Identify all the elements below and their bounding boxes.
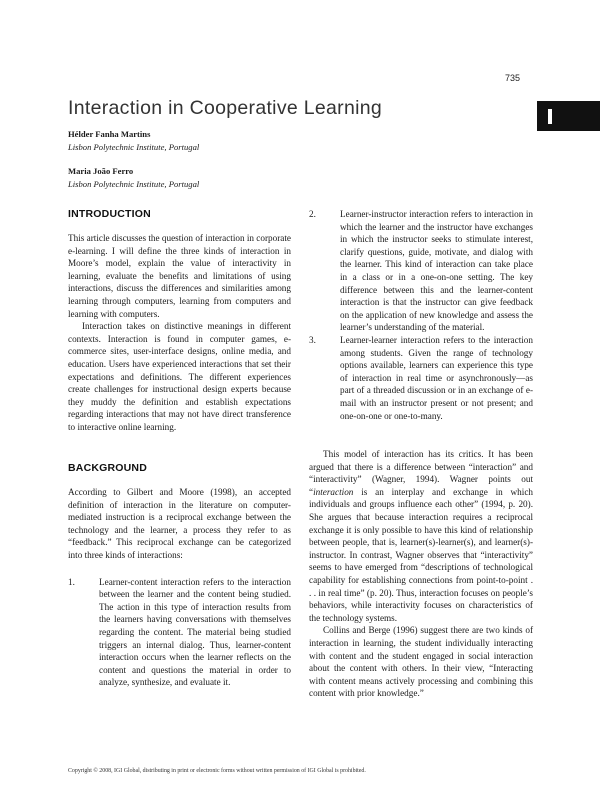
right-column-body — [309, 448, 533, 700]
author-name: Hélder Fanha Martins — [68, 129, 151, 139]
author-block — [68, 128, 199, 154]
list-item — [68, 576, 291, 689]
introduction-body — [68, 232, 291, 434]
paragraph: This article discusses the question of interaction in corporate e-learning. I will define the three kinds of interaction in Moore’s model, explain the value of interactivity in learning, evaluate the benefits and limitations of using interactions, discuss the differences and similarities among learning through computers, learning from computers and learning with computers. — [68, 233, 291, 319]
paragraph — [309, 448, 533, 624]
list-item — [309, 334, 533, 422]
author-affiliation: Lisbon Polytechnic Institute, Portugal — [68, 179, 200, 189]
right-column-list — [309, 208, 533, 422]
page-number: 735 — [505, 73, 521, 83]
section-tab — [537, 101, 600, 131]
paragraph: Collins and Berge (1996) suggest there are two kinds of interaction in learning, the student individually interacting with content and the student engaged in social interaction about the content with others. In their view, “Interacting with content means actively processing and combining this content with prior knowledge.” — [309, 625, 533, 699]
list-number: 2. — [309, 209, 316, 219]
paragraph: According to Gilbert and Moore (1998), an accepted definition of interaction in the literature on computer-mediated instruction is a reciprocal exchange between the technology and the learner, a process they refer to as “feedback.” This reciprocal exchange can be categorized into three kinds of interactions: — [68, 487, 291, 560]
copyright-footer: Copyright © 2008, IGI Global, distributing in print or electronic forms without written permission of IGI Global is prohibited. — [68, 768, 366, 774]
list-text: Learner-instructor interaction refers to interaction in which the learner and the instructor have exchanges in which the instructor seeks to stimulate interest, clarify questions, guide, motivate, and dialog with the learner. This kind of interaction can take place in a class or in a one-on-one setting. The key difference between this and the learner-content interaction is that the instructor can give feedback on the application of new knowledge and assess the learner’s understanding of the material. — [340, 209, 533, 333]
text-run: This model of interaction has its critics. It has been argued that there is a difference between “interaction” and “interactivity” (Wagner, 1994). Wagner points out “ — [309, 449, 533, 497]
article-title: Interaction in Cooperative Learning — [68, 97, 383, 119]
paragraph: Interaction takes on distinctive meanings in different contexts. Interaction is found in computer games, e-commerce sites, user-interface designs, online media, and education. Users have experienced interactions that set their expectations and definitions. The different experiences create challenges for instructional design experts because they muddy the definition and establish expectations regarding interactions that may not have direct transference to interactive online learning. — [68, 321, 291, 432]
author-name: Maria João Ferro — [68, 166, 134, 176]
list-text: Learner-content interaction refers to the interaction between the learner and the content being studied. The action in this type of interaction results from the learners having conversations with themselves regarding the content. The material being studied triggers an internal dialog. Thus, learner-content interaction occurs when the learner reflects on the content and questions the material in order to analyze, synthesize, and evaluate it. — [99, 576, 291, 688]
background-body — [68, 486, 291, 689]
text-run: is an interplay and exchange in which individuals and groups influence each other” (1994, p. 20). She argues that because interaction requires a reciprocal exchange it is only possible to have this kind of relationship between people, that is, learner(s)-learner(s), and learner(s)-instructor. In contrast, Wagner observes that “interactivity” seems to have emerged from “descriptions of technological capability for establishing connections from point-to-point . . . in real time” (p. 20). Thus, interaction focuses on people’s behaviors, while interactivity focuses on characteristics of the technology systems. — [309, 486, 533, 623]
section-tab-letter — [548, 109, 552, 124]
introduction-heading: INTRODUCTION — [68, 208, 151, 220]
author-affiliation: Lisbon Polytechnic Institute, Portugal — [68, 142, 200, 152]
list-number: 3. — [309, 334, 316, 345]
list-item — [309, 208, 533, 334]
background-heading: BACKGROUND — [68, 462, 147, 474]
list-number: 1. — [68, 576, 75, 587]
emphasis: interaction — [313, 486, 354, 497]
author-block — [68, 165, 199, 191]
list-text: Learner-learner interaction refers to the interaction among students. Given the range of technology options available, learners can experience this type of interaction in real time or asynchronously—as part of a threaded discussion or in an exchange of e-mail with an instructor present or not present; and one-on-one or one-to-many. — [340, 334, 533, 421]
